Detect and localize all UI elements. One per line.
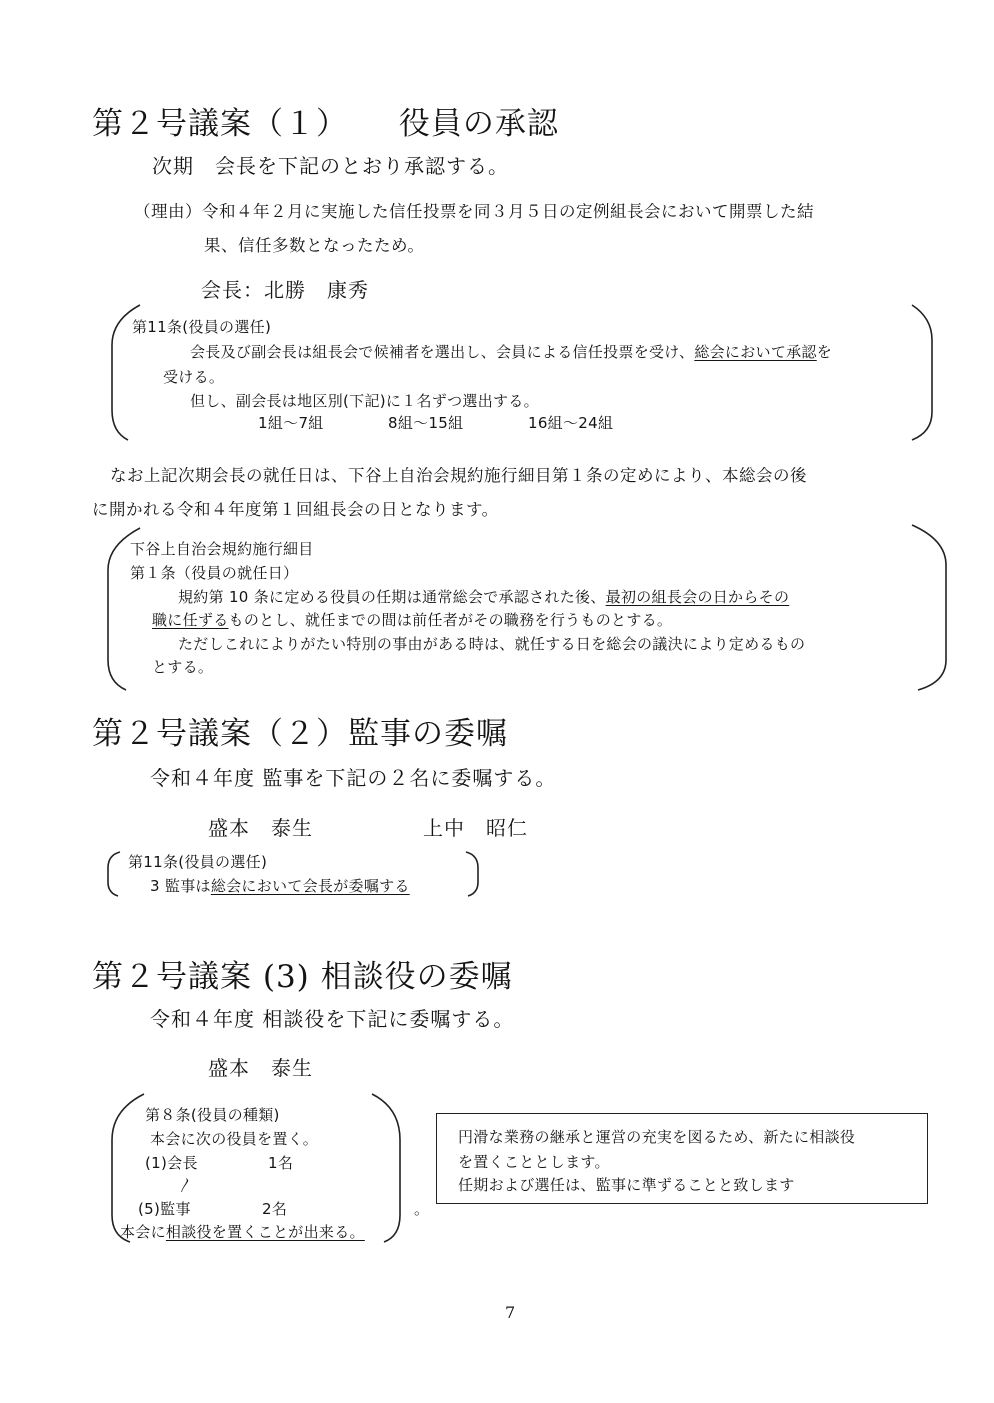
box1-group-1: 1組～7組 [258,414,324,432]
advisor-name: 盛本 泰生 [208,1056,313,1080]
box2-line-3: 規約第 10 条に定める役員の任期は通常総会で承認された後、最初の組長会の日からその [178,588,790,606]
box2-line-4: 職に任ずるものとし、就任までの間は前任者がその職務を行うものとする。 [152,611,673,629]
explanation-line-1: 円滑な業務の継承と運営の充実を図るため、新たに相談役 [458,1128,856,1146]
box1-line-1: 会長及び副会長は組長会で候補者を選出し、会員による信任投票を受け、総会において承認を [190,343,833,361]
box3-line-5: 本会に相談役を置くことが出来る。 [120,1223,365,1241]
chairman-name: 会長：北勝 康秀 [201,278,369,302]
reason-line-1: （理由）令和４年２月に実施した信任投票を同３月５日の定例組長会において開票した結 [134,202,814,221]
section1-title: 第２号議案（１） 役員の承認 [92,106,559,142]
box1-group-2: 8組～15組 [388,414,464,432]
section2-box-heading: 第11条(役員の選任) [128,853,268,871]
explanation-line-2: を置くこととします。 [458,1153,610,1171]
box2-line-5: ただしこれによりがたい特別の事由がある時は、就任する日を総会の議決により定めるもの [178,635,806,653]
box1-group-3: 16組～24組 [528,414,614,432]
note-line-1: なお上記次期会長の就任日は、下谷上自治会規約施行細目第１条の定めにより、本総会の後 [110,466,807,485]
section3-lead: 令和４年度 相談役を下記に委嘱する。 [150,1007,515,1031]
auditor-name-2: 上中 昭仁 [423,816,528,840]
box2-line-1: 下谷上自治会規約施行細目 [130,540,314,558]
box2-line-6: とする。 [152,658,214,676]
section2-lead: 令和４年度 監事を下記の２名に委嘱する。 [150,766,557,790]
box3-line-4-role: (5)監事 [138,1200,191,1218]
box3-heading: 第８条(役員の種類) [145,1106,280,1124]
section1-lead: 次期 会長を下記のとおり承認する。 [152,154,509,178]
section2-title: 第２号議案（２）監事の委嘱 [92,716,508,752]
box3-line-2-role: (1)会長 [145,1154,198,1172]
box1-line-3: 但し、副会長は地区別(下記)に１名ずつ選出する。 [190,392,539,410]
reason-line-2: 果、信任多数となったため。 [204,236,425,255]
page-number: 7 [505,1303,516,1322]
box2-line-2: 第１条（役員の就任日） [130,564,299,582]
auditor-name-1: 盛本 泰生 [208,816,313,840]
box3-line-2-count: 1名 [268,1154,294,1172]
section3-title: 第２号議案 (3) 相談役の委嘱 [92,959,513,995]
explanation-line-3: 任期および選任は、監事に準ずることと致します [458,1176,795,1194]
box3-line-3: 〳 [178,1176,194,1194]
note-line-2: に開かれる令和４年度第１回組長会の日となります。 [92,500,499,519]
box1-heading: 第11条(役員の選任) [132,318,272,336]
box1-line-2: 受ける。 [163,368,225,386]
section2-box-line: 3 監事は総会において会長が委嘱する [150,877,410,895]
box3-line-4-count: 2名 [262,1200,288,1218]
stray-dot: 。 [414,1200,430,1218]
box3-line-1: 本会に次の役員を置く。 [150,1130,319,1148]
